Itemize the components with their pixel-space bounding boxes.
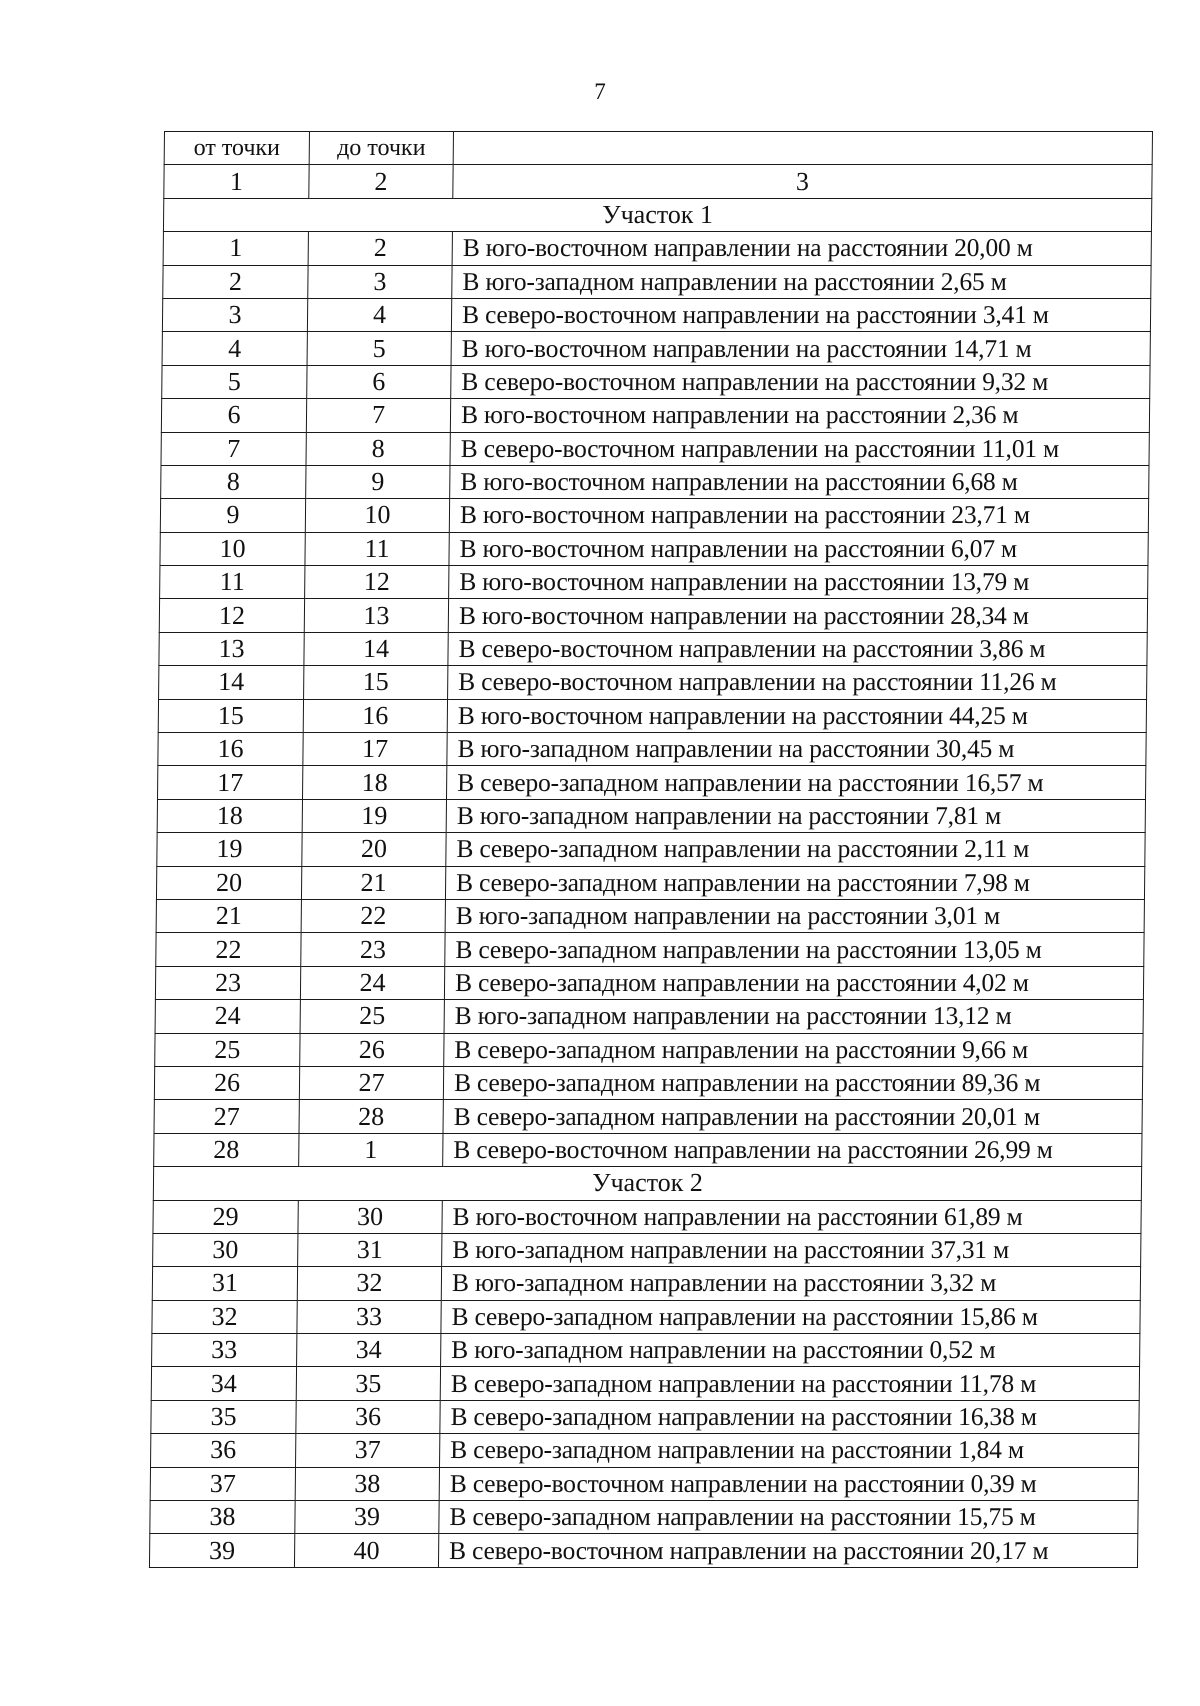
table-row — [160, 499, 1148, 532]
to-point-cell: 38 — [295, 1467, 439, 1500]
column-number-2: 2 — [309, 165, 453, 198]
table-row — [155, 1000, 1143, 1033]
from-point-cell: 19 — [157, 833, 302, 866]
to-point-cell: 23 — [301, 933, 445, 966]
table-row — [159, 599, 1147, 632]
header-description — [453, 132, 1152, 165]
to-point-cell: 2 — [308, 232, 452, 265]
table-row — [159, 666, 1147, 699]
from-point-cell: 24 — [155, 1000, 300, 1033]
description-cell: В юго-западном направлении на расстоянии 3,01 м — [445, 899, 1144, 932]
description-cell: В юго-восточном направлении на расстоянии 20,00 м — [452, 232, 1151, 265]
description-cell: В северо-восточном направлении на расстоянии 3,41 м — [451, 298, 1150, 331]
to-point-cell: 18 — [303, 766, 447, 799]
description-cell: В юго-восточном направлении на расстоянии 2,36 м — [450, 399, 1149, 432]
from-point-cell: 18 — [157, 799, 302, 832]
table-row — [158, 766, 1146, 799]
to-point-cell: 22 — [301, 899, 445, 932]
description-cell: В северо-западном направлении на расстоянии 11,78 м — [440, 1367, 1139, 1400]
to-point-cell: 31 — [298, 1233, 442, 1266]
description-cell: В северо-западном направлении на расстоянии 2,11 м — [446, 833, 1145, 866]
from-point-cell: 31 — [152, 1267, 297, 1300]
table-row — [151, 1400, 1139, 1433]
description-cell: В северо-западном направлении на расстоянии 16,38 м — [440, 1400, 1139, 1433]
from-point-cell: 14 — [159, 666, 304, 699]
to-point-cell: 36 — [296, 1400, 440, 1433]
description-cell: В юго-восточном направлении на расстоянии 14,71 м — [451, 332, 1150, 365]
header-to-point: до точки — [309, 132, 453, 165]
to-point-cell: 1 — [299, 1133, 443, 1166]
table-row — [151, 1367, 1139, 1400]
header-from-point: от точки — [164, 132, 309, 165]
description-cell: В юго-западном направлении на расстоянии 7,81 м — [446, 799, 1145, 832]
to-point-cell: 9 — [306, 465, 450, 498]
table-row — [163, 232, 1151, 265]
section-row — [153, 1167, 1141, 1200]
to-point-cell: 15 — [304, 666, 448, 699]
table-row — [150, 1501, 1138, 1534]
table-row — [156, 933, 1144, 966]
table-row — [154, 1066, 1142, 1099]
column-number-row — [164, 165, 1152, 198]
description-cell: В северо-восточном направлении на расстоянии 26,99 м — [443, 1133, 1142, 1166]
table-row — [153, 1233, 1141, 1266]
from-point-cell: 34 — [151, 1367, 296, 1400]
table-row — [157, 799, 1145, 832]
from-point-cell: 11 — [160, 566, 305, 599]
table-row — [154, 1133, 1142, 1166]
to-point-cell: 28 — [299, 1100, 443, 1133]
table-row — [159, 632, 1147, 665]
from-point-cell: 17 — [158, 766, 303, 799]
to-point-cell: 19 — [302, 799, 446, 832]
description-cell: В юго-восточном направлении на расстоянии 44,25 м — [447, 699, 1146, 732]
from-point-cell: 8 — [161, 465, 306, 498]
to-point-cell: 35 — [296, 1367, 440, 1400]
from-point-cell: 38 — [150, 1501, 295, 1534]
to-point-cell: 33 — [297, 1300, 441, 1333]
description-cell: В северо-западном направлении на расстоянии 1,84 м — [440, 1434, 1139, 1467]
to-point-cell: 11 — [305, 532, 449, 565]
to-point-cell: 12 — [305, 566, 449, 599]
to-point-cell: 24 — [300, 966, 444, 999]
table-row — [158, 699, 1146, 732]
from-point-cell: 7 — [161, 432, 306, 465]
from-point-cell: 4 — [162, 332, 307, 365]
to-point-cell: 7 — [306, 399, 450, 432]
table-row — [152, 1267, 1140, 1300]
page-number: 7 — [594, 79, 606, 104]
from-point-cell: 27 — [154, 1100, 299, 1133]
to-point-cell: 16 — [303, 699, 447, 732]
description-cell: В юго-восточном направлении на расстоянии 61,89 м — [442, 1200, 1141, 1233]
table-row — [149, 1534, 1137, 1567]
section-title: Участок 1 — [163, 198, 1151, 231]
description-cell: В северо-восточном направлении на расстоянии 3,86 м — [448, 632, 1147, 665]
description-cell: В юго-западном направлении на расстоянии 30,45 м — [447, 733, 1146, 766]
from-point-cell: 15 — [158, 699, 303, 732]
table-row — [155, 966, 1143, 999]
description-cell: В северо-западном направлении на расстоянии 16,57 м — [447, 766, 1146, 799]
table-row — [156, 866, 1144, 899]
from-point-cell: 21 — [156, 899, 301, 932]
table-row — [156, 899, 1144, 932]
from-point-cell: 13 — [159, 632, 304, 665]
to-point-cell: 3 — [308, 265, 452, 298]
to-point-cell: 27 — [299, 1066, 443, 1099]
from-point-cell: 23 — [155, 966, 300, 999]
table-row — [160, 532, 1148, 565]
to-point-cell: 26 — [300, 1033, 444, 1066]
column-number-3: 3 — [453, 165, 1152, 198]
description-cell: В северо-восточном направлении на расстоянии 9,32 м — [451, 365, 1150, 398]
description-cell: В юго-восточном направлении на расстоянии 13,79 м — [449, 566, 1148, 599]
description-cell: В северо-западном направлении на расстоянии 15,86 м — [441, 1300, 1140, 1333]
to-point-cell: 8 — [306, 432, 450, 465]
table-row — [158, 733, 1146, 766]
to-point-cell: 25 — [300, 1000, 444, 1033]
to-point-cell: 21 — [301, 866, 445, 899]
from-point-cell: 5 — [162, 365, 307, 398]
table-row — [154, 1100, 1142, 1133]
description-cell: В юго-западном направлении на расстоянии 3,32 м — [441, 1267, 1140, 1300]
from-point-cell: 30 — [153, 1233, 298, 1266]
to-point-cell: 10 — [305, 499, 449, 532]
description-cell: В юго-западном направлении на расстоянии 37,31 м — [442, 1233, 1141, 1266]
description-cell: В северо-западном направлении на расстоянии 89,36 м — [443, 1066, 1142, 1099]
description-cell: В северо-восточном направлении на расстоянии 11,01 м — [450, 432, 1149, 465]
from-point-cell: 6 — [161, 399, 306, 432]
table-row — [152, 1334, 1140, 1367]
from-point-cell: 9 — [160, 499, 305, 532]
table-row — [161, 432, 1149, 465]
table-row — [162, 332, 1150, 365]
boundary-description-table — [149, 131, 1153, 1568]
description-cell: В юго-восточном направлении на расстоянии 6,07 м — [449, 532, 1148, 565]
from-point-cell: 16 — [158, 733, 303, 766]
description-cell: В юго-восточном направлении на расстоянии 28,34 м — [448, 599, 1147, 632]
table-row — [151, 1434, 1139, 1467]
to-point-cell: 32 — [297, 1267, 441, 1300]
to-point-cell: 13 — [304, 599, 448, 632]
from-point-cell: 28 — [154, 1133, 299, 1166]
description-cell: В северо-западном направлении на расстоянии 15,75 м — [439, 1501, 1138, 1534]
to-point-cell: 20 — [302, 833, 446, 866]
description-cell: В северо-восточном направлении на расстоянии 20,17 м — [438, 1534, 1137, 1567]
to-point-cell: 30 — [298, 1200, 442, 1233]
table-row — [152, 1300, 1140, 1333]
description-cell: В юго-западном направлении на расстоянии 0,52 м — [441, 1334, 1140, 1367]
description-cell: В северо-западном направлении на расстоянии 7,98 м — [445, 866, 1144, 899]
from-point-cell: 26 — [154, 1066, 299, 1099]
to-point-cell: 5 — [307, 332, 451, 365]
from-point-cell: 20 — [156, 866, 301, 899]
header-row — [164, 132, 1152, 165]
table-row — [163, 265, 1151, 298]
table-row — [157, 833, 1145, 866]
from-point-cell: 35 — [151, 1400, 296, 1433]
from-point-cell: 22 — [156, 933, 301, 966]
description-cell: В северо-западном направлении на расстоянии 13,05 м — [445, 933, 1144, 966]
to-point-cell: 39 — [295, 1501, 439, 1534]
description-cell: В юго-западном направлении на расстоянии 2,65 м — [452, 265, 1151, 298]
to-point-cell: 14 — [304, 632, 448, 665]
from-point-cell: 25 — [155, 1033, 300, 1066]
to-point-cell: 17 — [303, 733, 447, 766]
from-point-cell: 2 — [163, 265, 308, 298]
from-point-cell: 10 — [160, 532, 305, 565]
description-cell: В юго-восточном направлении на расстоянии 23,71 м — [449, 499, 1148, 532]
description-cell: В северо-восточном направлении на расстоянии 0,39 м — [439, 1467, 1138, 1500]
to-point-cell: 6 — [307, 365, 451, 398]
section-row — [163, 198, 1151, 231]
description-cell: В северо-восточном направлении на расстоянии 11,26 м — [448, 666, 1147, 699]
to-point-cell: 34 — [297, 1334, 441, 1367]
column-number-1: 1 — [164, 165, 309, 198]
description-cell: В северо-западном направлении на расстоянии 4,02 м — [444, 966, 1143, 999]
description-cell: В юго-восточном направлении на расстоянии 6,68 м — [450, 465, 1149, 498]
description-cell: В северо-западном направлении на расстоянии 9,66 м — [444, 1033, 1143, 1066]
from-point-cell: 37 — [150, 1467, 295, 1500]
from-point-cell: 3 — [162, 298, 307, 331]
table-row — [161, 399, 1149, 432]
table-row — [153, 1200, 1141, 1233]
from-point-cell: 29 — [153, 1200, 298, 1233]
table-row — [160, 566, 1148, 599]
to-point-cell: 4 — [307, 298, 451, 331]
table-row — [162, 365, 1150, 398]
table-body — [149, 132, 1152, 1568]
table-row — [161, 465, 1149, 498]
from-point-cell: 39 — [149, 1534, 294, 1567]
table-row — [155, 1033, 1143, 1066]
description-cell: В юго-западном направлении на расстоянии 13,12 м — [444, 1000, 1143, 1033]
from-point-cell: 33 — [152, 1334, 297, 1367]
section-title: Участок 2 — [153, 1167, 1141, 1200]
from-point-cell: 36 — [151, 1434, 296, 1467]
description-cell: В северо-западном направлении на расстоянии 20,01 м — [443, 1100, 1142, 1133]
table-row — [162, 298, 1150, 331]
to-point-cell: 37 — [296, 1434, 440, 1467]
table-row — [150, 1467, 1138, 1500]
from-point-cell: 32 — [152, 1300, 297, 1333]
from-point-cell: 12 — [159, 599, 304, 632]
to-point-cell: 40 — [294, 1534, 438, 1567]
from-point-cell: 1 — [163, 232, 308, 265]
